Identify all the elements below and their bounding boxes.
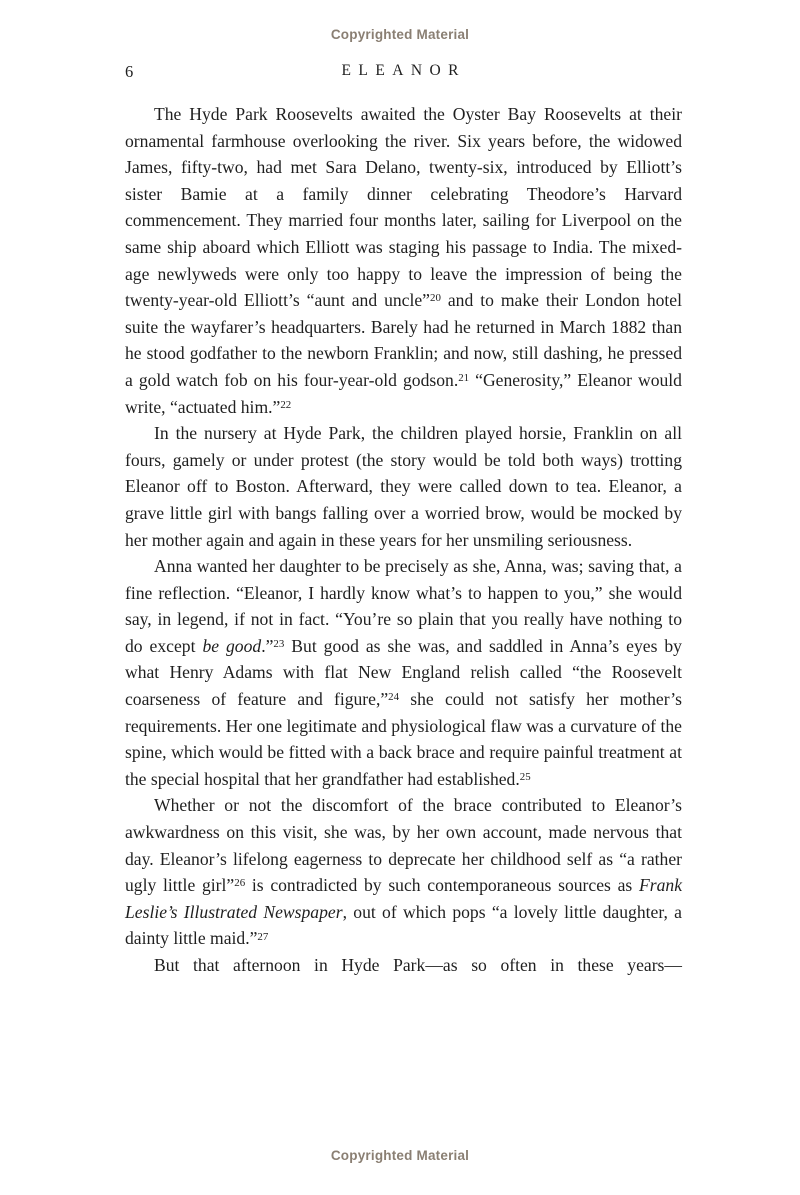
page-header [0, 62, 800, 80]
footnote-ref: 21 [458, 372, 470, 385]
footnote-ref: 25 [519, 770, 531, 783]
paragraph [125, 420, 682, 553]
footnote-ref: 24 [388, 691, 400, 704]
text-run: she could not satisfy her mother’s requirements. Her one legitimate and physiological flaw was a curvature of the spine, which would be fitted with a back brace and require painful treatment at the special hospital that her grandfather had established. [125, 689, 682, 789]
italic-text: Frank Leslie’s Illustrated Newspaper [125, 875, 682, 922]
italic-text: be good [202, 635, 262, 656]
footnote-ref: 27 [257, 930, 269, 943]
page-number: 6 [125, 62, 134, 81]
paragraph [125, 553, 682, 792]
text-run: Whether or not the discomfort of the brace contributed to Eleanor’s awkwardness on this visit, she was, by her own account, made nervous that day. Eleanor’s lifelong eagerness to deprecate her childhood self as “a rather ugly little girl” [125, 795, 682, 896]
running-header-title: ELEANOR [341, 62, 466, 79]
copyright-notice-bottom: Copyrighted Material [330, 1148, 470, 1163]
paragraph [125, 952, 682, 979]
text-run: and to make their London hotel suite the wayfarer’s headquarters. Barely had he returned in March 1882 than he stood godfather to the newborn Franklin; and now, still dashing, he pressed a gold watch fob on his four-year-old godson. [125, 290, 682, 390]
text-run: In the nursery at Hyde Park, the children played horsie, Franklin on all fours, gamely or under protest (the story would be told both ways) trotting Eleanor off to Boston. Afterward, they were called down to tea. Eleanor, a grave little girl with bangs falling over a worried brow, would be mocked by her mother again and again in these years for her unsmiling seriousness. [125, 423, 682, 550]
footnote-ref: 22 [280, 398, 292, 411]
text-run: .” [261, 635, 274, 656]
footnote-ref: 20 [429, 292, 441, 305]
copyright-notice-top: Copyrighted Material [330, 27, 470, 42]
text-run: But that afternoon in Hyde Park—as so often in these years— [154, 955, 682, 975]
paragraph [125, 792, 682, 952]
text-run: The Hyde Park Roosevelts awaited the Oyster Bay Roosevelts at their ornamental farmhouse overlooking the river. Six years before, the widowed James, fifty-two, had met Sara Delano, twenty-six, introduced by Elliott’s sister Bamie at a family dinner celebrating Theodore’s Harvard commencement. They married four months later, sailing for Liverpool on the same ship aboard which Elliott was staging his passage to India. The mixed-age newlyweds were only too happy to leave the impression of being the twenty-year-old Elliott’s “aunt and uncle” [125, 104, 682, 311]
text-run: , out of which pops “a lovely little daughter, a dainty little maid.” [125, 901, 682, 949]
text-run: Anna wanted her daughter to be precisely as she, Anna, was; saving that, a fine reflection. “Eleanor, I hardly know what’s to happen to you,” she would say, in legend, if not in fact. “You’re so plain that you really have nothing to do except [125, 556, 682, 656]
footnote-ref: 23 [273, 637, 285, 650]
footnote-ref: 26 [234, 877, 246, 890]
text-run: is contradicted by such contemporaneous sources as [245, 875, 639, 896]
body-text [125, 101, 682, 979]
text-run: But good as she was, and saddled in Anna’s eyes by what Henry Adams with flat New England relish called “the Roosevelt coarseness of feature and figure,” [125, 635, 682, 710]
paragraph [125, 101, 682, 420]
text-run: “Generosity,” Eleanor would write, “actuated him.” [125, 369, 682, 417]
